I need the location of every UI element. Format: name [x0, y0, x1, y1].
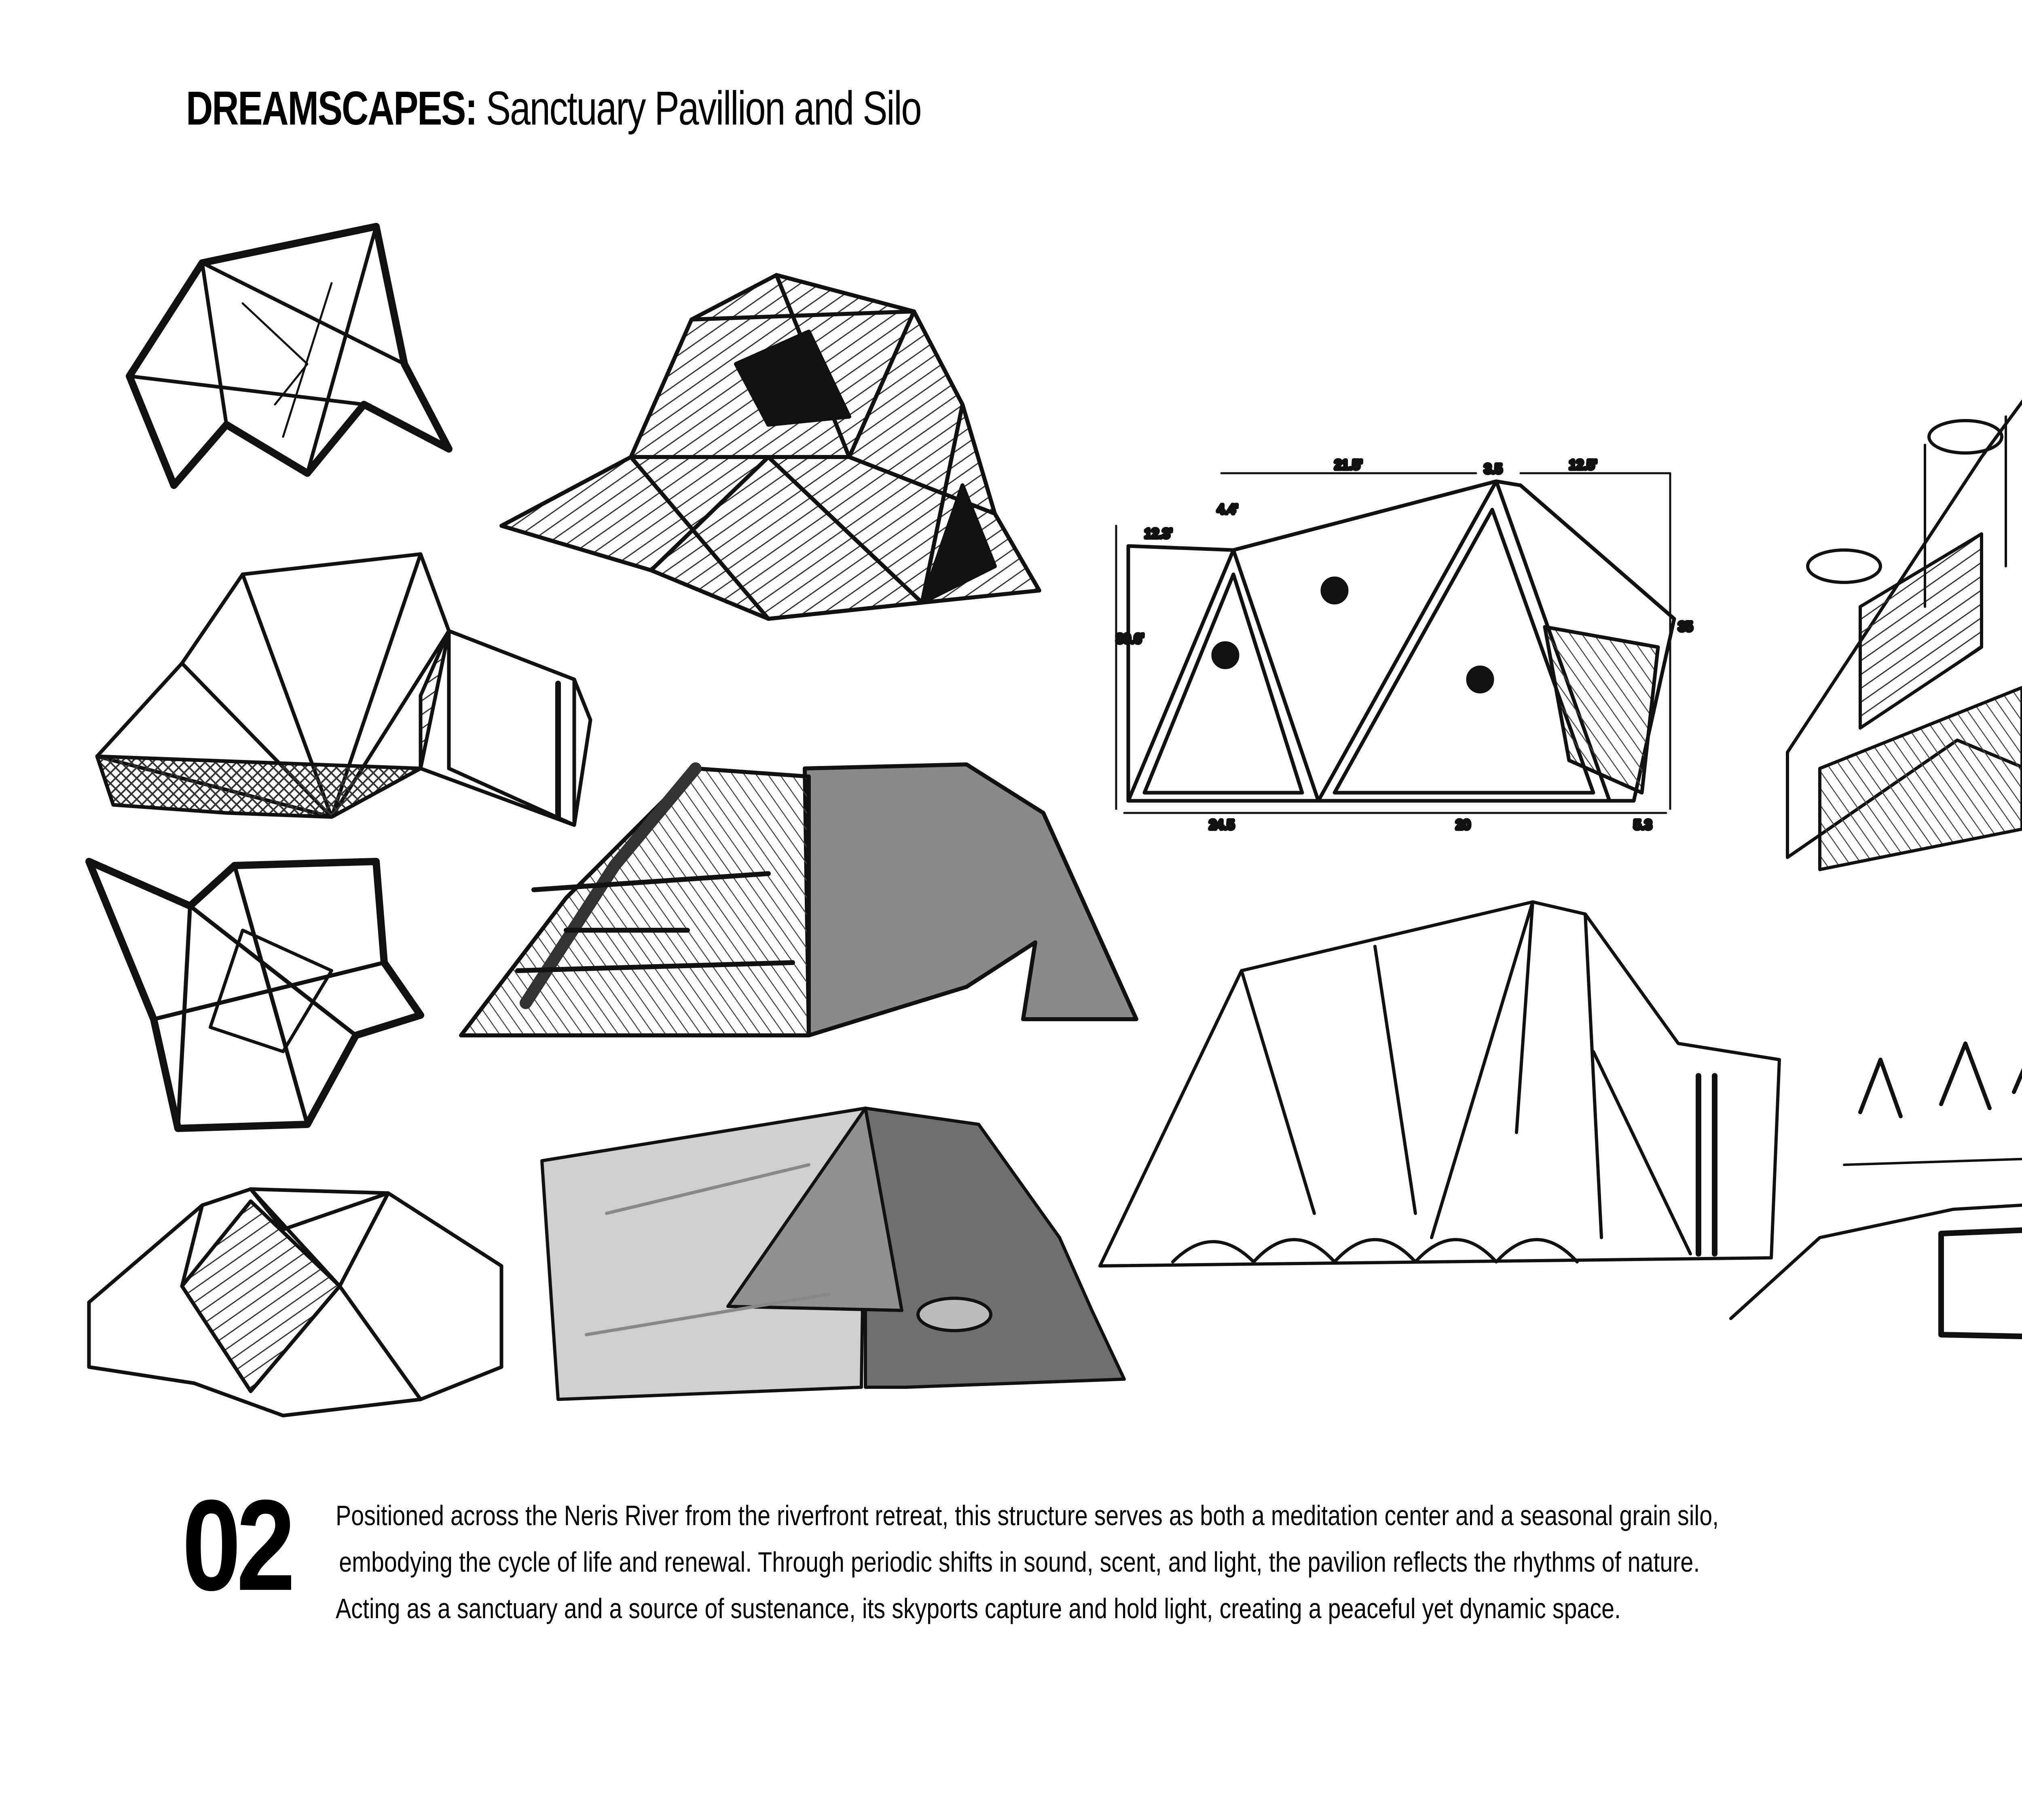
- sketch-faceted-roof: [97, 554, 590, 825]
- title-bold: DREAMSCAPES:: [186, 82, 477, 135]
- dim-small-left: 4.4': [1217, 502, 1238, 516]
- sketch-wireframe-2: [89, 861, 421, 1128]
- sketch-triangulated-dome: [501, 275, 1039, 619]
- dim-right-side: 35: [1678, 619, 1693, 634]
- sketch-line-elevation: [1100, 902, 1779, 1266]
- dim-left-upper: 12.3': [1144, 526, 1172, 541]
- sketch-silo-perspective: [1787, 320, 2022, 870]
- dim-bottom-right: 5.3: [1634, 817, 1652, 832]
- sketch-hatched-pavilion: [89, 1189, 501, 1416]
- description-line-1: Positioned across the Neris River from the riverfront retreat, this structure serves as both a meditation center and a seasonal grain silo,: [336, 1500, 1719, 1531]
- dim-top-left: 21.5': [1335, 457, 1362, 472]
- dim-left-side: 30.6': [1116, 631, 1144, 646]
- sketch-wireframe-1: [129, 226, 449, 485]
- dim-top-mid: 3.5: [1484, 461, 1502, 476]
- sketch-elevation-drawing: [1116, 457, 1693, 832]
- sketch-grey-interior: [542, 1108, 1124, 1399]
- description-line-2: embodying the cycle of life and renewal. Through periodic shifts in sound, scent, and light, the pavilion reflects the rhythms of nature.: [339, 1546, 1700, 1578]
- project-description: [336, 1492, 1994, 1632]
- project-number: 02: [182, 1473, 291, 1617]
- dim-top-right: 12.5': [1569, 457, 1597, 472]
- description-line-3: Acting as a sanctuary and a source of sustenance, its skyports capture and hold light, creating a peaceful yet dynamic space.: [336, 1593, 1621, 1624]
- dim-bottom-mid: 20: [1456, 817, 1470, 832]
- dim-bottom-left: 24.5: [1209, 817, 1235, 832]
- title-rest: Sanctuary Pavillion and Silo: [476, 82, 921, 135]
- sketch-landscape: [1731, 841, 2022, 1416]
